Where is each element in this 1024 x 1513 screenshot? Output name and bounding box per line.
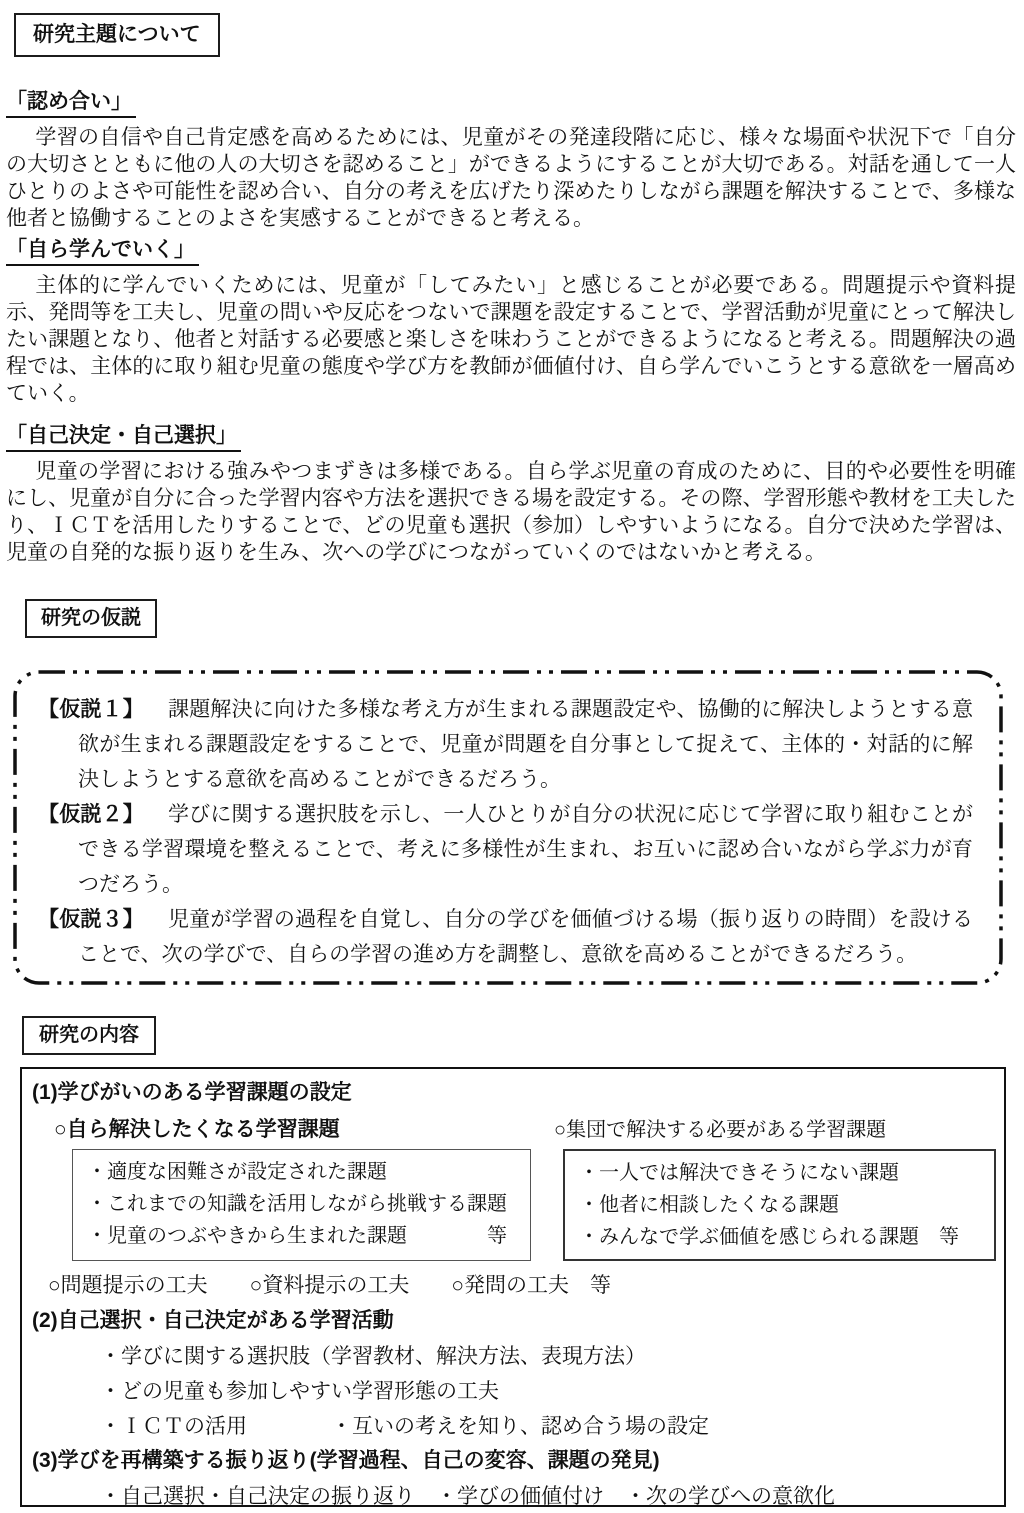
heading-acknowledging-each-other: 「認め合い」 — [6, 90, 136, 118]
hypothesis-3 — [38, 902, 973, 972]
task-box-item: ・児童のつぶやきから生まれた課題 等 — [87, 1225, 507, 1248]
task-box-item: ・みんなで学ぶ価値を感じられる課題 等 — [578, 1226, 959, 1249]
item3-heading: (3)学びを再構築する振り返り(学習過程、自己の変容、課題の発見) — [32, 1449, 660, 1473]
paragraph-self-determination-selection: 児童の学習における強みやつまずきは多様である。自ら学ぶ児童の育成のために、目的や必要性を明確にし、児童が自分に合った学習内容や方法を選択できる場を設定する。その際、学習形態や教材を工夫したり、ＩＣＴを活用したりすることで、どの児童も選択（参加）しやすいようになる。自分で決めた学習は、児童の自発的な振り返りを生み、次への学びにつながっていくのではないかと考える。 — [6, 459, 1016, 565]
heading-self-determination-selection: 「自己決定・自己選択」 — [6, 424, 241, 452]
hypothesis-box — [13, 670, 1003, 985]
heading-learning-independently: 「自ら学んでいく」 — [6, 238, 199, 266]
section-header-research-theme: 研究主題について — [14, 13, 220, 57]
task-boxes-row — [32, 1149, 996, 1261]
hypothesis-3-label: 【仮説３】 — [38, 908, 144, 932]
research-content-box — [20, 1067, 1006, 1507]
paragraph-acknowledging-each-other: 学習の自信や自己肯定感を高めるためには、児童がその発達段階に応じ、様々な場面や状況下で「自分の大切さとともに他の人の大切さを認めること」ができるようにすることが大切である。対話を通して一人ひとりのよさや可能性を認め合い、自分の考えを広げたり深めたりしながら課題を解決することで、多様な他者と協働することのよさを実感することができると考える。 — [6, 125, 1016, 231]
task-box-item: ・これまでの知識を活用しながら挑戦する課題 — [87, 1193, 507, 1216]
hypothesis-1-label: 【仮説１】 — [38, 698, 145, 722]
section-header-research-hypothesis: 研究の仮説 — [25, 599, 157, 638]
hypothesis-2-label: 【仮説２】 — [38, 803, 144, 827]
item2-heading: (2)自己選択・自己決定がある学習活動 — [32, 1309, 394, 1333]
section-header-research-content: 研究の内容 — [22, 1016, 156, 1055]
item2-bullet-2: ・どの児童も参加しやすい学習形態の工夫 — [100, 1379, 499, 1404]
task-box-item: ・一人では解決できそうにない課題 — [578, 1162, 899, 1185]
task-box-item: ・適度な困難さが設定された課題 — [87, 1161, 387, 1184]
paragraph-learning-independently: 主体的に学んでいくためには、児童が「してみたい」と感じることが必要である。問題提示や資料提示、発問等を工夫し、児童の問いや反応をつないで課題を設定することで、学習活動が児童にとって解決したい課題となり、他者と対話する必要感と楽しさを味わうことができるようになると考える。問題解決の過程では、主体的に取り組む児童の態度や学び方を教師が価値付け、自ら学んでいこうとする意欲を一層高めていく。 — [6, 273, 1016, 406]
hypothesis-2 — [38, 797, 973, 902]
task-box-item: ・他者に相談したくなる課題 — [578, 1194, 839, 1217]
devices-row: ○問題提示の工夫 ○資料提示の工夫 ○発問の工夫 等 — [48, 1274, 612, 1298]
self-solving-task-box — [72, 1149, 531, 1261]
item1-heading: (1)学びがいのある学習課題の設定 — [32, 1081, 352, 1105]
item3-bullet-1: ・自己選択・自己決定の振り返り ・学びの価値付け ・次の学びへの意欲化 — [100, 1484, 835, 1508]
hypothesis-1-text: 課題解決に向けた多様な考え方が生まれる課題設定や、協働的に解決しようとする意欲が生まれる課題設定をすることで、児童が問題を自分事として捉えて、主体的・対話的に解決しようとする意欲を高めることができるだろう。 — [78, 697, 974, 792]
item2-bullet-3: ・ＩＣＴの活用 ・互いの考えを知り、認め合う場の設定 — [100, 1414, 709, 1439]
group-solving-task-box — [563, 1149, 996, 1261]
hypothesis-2-text: 学びに関する選択肢を示し、一人ひとりが自分の状況に応じて学習に取り組むことができる学習環境を整えることで、考えに多様性が生まれ、お互いに認め合いながら学ぶ力が育つだろう。 — [78, 802, 973, 897]
task-subheadings-row — [54, 1117, 996, 1143]
subheading-self-solving-task: ○自ら解決したくなる学習課題 — [54, 1118, 340, 1142]
subheading-group-solving-task: ○集団で解決する必要がある学習課題 — [554, 1119, 887, 1142]
item2-bullet-1: ・学びに関する選択肢（学習教材、解決方法、表現方法） — [100, 1344, 646, 1369]
hypothesis-3-text: 児童が学習の過程を自覚し、自分の学びを価値づける場（振り返りの時間）を設けることで、次の学びで、自らの学習の進め方を調整し、意欲を高めることができるだろう。 — [78, 907, 973, 967]
hypothesis-1 — [38, 692, 974, 797]
